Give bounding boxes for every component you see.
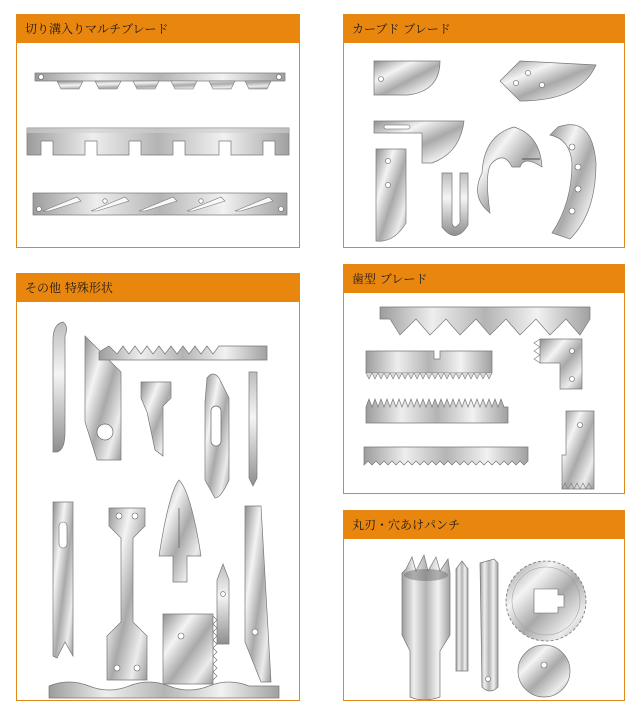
panel-image bbox=[344, 539, 624, 700]
panel-image bbox=[17, 302, 299, 700]
curved-blade-g bbox=[550, 125, 596, 239]
panel-image bbox=[344, 293, 624, 493]
curved-blade-d bbox=[376, 149, 406, 241]
special-blade-small-spike bbox=[217, 564, 229, 644]
panel-image bbox=[17, 43, 299, 247]
gear-blade bbox=[506, 561, 586, 641]
special-blade-serrated-block bbox=[163, 614, 217, 684]
toothed-blade-triangle bbox=[380, 307, 590, 335]
slotted-multi-blade-panel bbox=[16, 14, 300, 248]
special-blade-slotted-long bbox=[53, 502, 73, 658]
special-blade-thin-rod bbox=[249, 372, 257, 486]
panel-title: 切り溝入りマルチブレード bbox=[17, 15, 299, 43]
multi-blade-3 bbox=[33, 193, 287, 215]
toothed-blade-fine-1 bbox=[366, 351, 492, 379]
crown-punch bbox=[402, 555, 450, 700]
multi-blade-2 bbox=[27, 128, 289, 155]
panel-title: 歯型 ブレード bbox=[344, 265, 624, 293]
toothed-blade-bracket bbox=[562, 411, 594, 489]
panel-title: その他 特殊形状 bbox=[17, 274, 299, 302]
special-blade-serrated-top bbox=[99, 346, 267, 360]
curved-blade-panel bbox=[343, 14, 625, 248]
curved-blade-b bbox=[500, 61, 596, 101]
special-blade-dogbone bbox=[107, 508, 147, 680]
special-blade-hook bbox=[53, 322, 67, 452]
panel-image bbox=[344, 43, 624, 247]
toothed-blade-corner bbox=[534, 339, 582, 389]
toothed-blade-panel bbox=[343, 264, 625, 494]
long-punch bbox=[480, 559, 498, 691]
curved-blade-f bbox=[478, 127, 543, 213]
special-blade-long-diagonal bbox=[245, 506, 271, 682]
special-blade-small-fork bbox=[141, 382, 171, 456]
round-disc-blade bbox=[518, 645, 570, 697]
special-blade-slotted-arm bbox=[205, 374, 229, 498]
curved-blade-a bbox=[374, 61, 440, 95]
toothed-blade-fine-3 bbox=[364, 447, 528, 465]
panel-title: カーブド ブレード bbox=[344, 15, 624, 43]
special-blade-wavy-bottom bbox=[49, 682, 279, 698]
panel-title: 丸刃・穴あけパンチ bbox=[344, 511, 624, 539]
toothed-blade-fine-2 bbox=[366, 399, 508, 423]
thin-punch bbox=[456, 561, 468, 671]
multi-blade-1 bbox=[35, 73, 285, 89]
curved-blade-e bbox=[442, 173, 468, 236]
round-blade-punch-panel bbox=[343, 510, 625, 701]
special-shape-panel bbox=[16, 273, 300, 701]
special-blade-spear bbox=[159, 480, 201, 582]
